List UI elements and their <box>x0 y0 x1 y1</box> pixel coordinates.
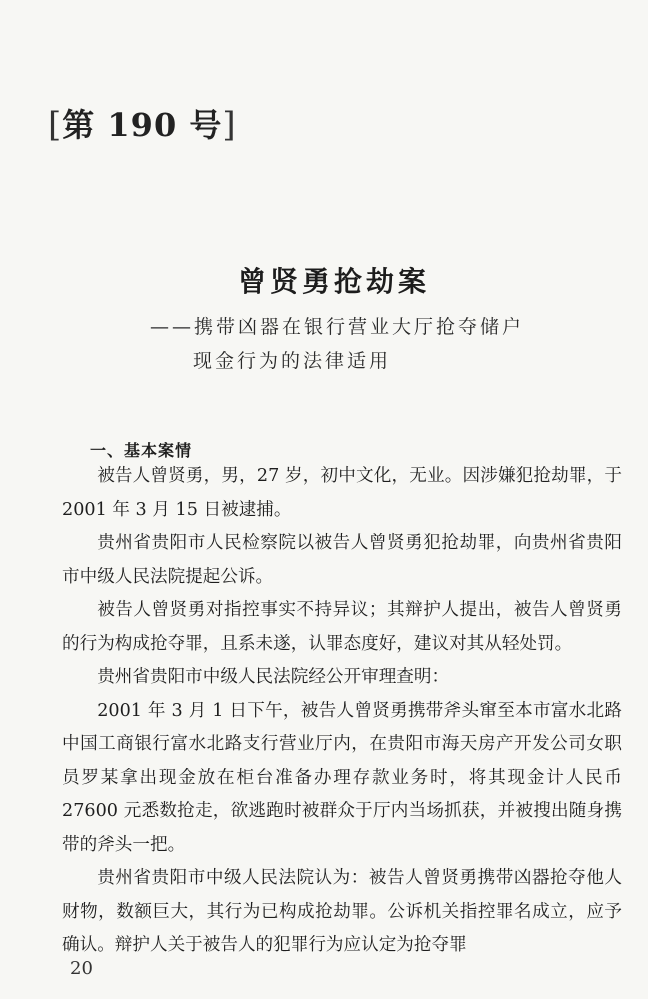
paragraph: 2001 年 3 月 1 日下午，被告人曾贤勇携带斧头窜至本市富水北路中国工商银行富水北路支行营业厅内，在贵阳市海天房产开发公司女职员罗某拿出现金放在柜台准备办理存款业务时，将其现金计人民币 27600 元悉数抢走，欲逃跑时被群众于厅内当场抓获，并被搜出随身携带的斧头一把。 <box>62 700 622 855</box>
case-title: 曾贤勇抢劫案 <box>237 265 430 298</box>
section-heading: 一、基本案情 <box>90 441 193 460</box>
paragraph: 贵州省贵阳市中级人民法院认为：被告人曾贤勇携带凶器抢夺他人财物，数额巨大，其行为已构成抢劫罪。公诉机关指控罪名成立，应予确认。辩护人关于被告人的犯罪行为应认定为抢夺罪 <box>62 868 622 955</box>
case-number <box>48 100 237 146</box>
paragraph: 贵州省贵阳市中级人民法院经公开审理查明： <box>97 667 450 687</box>
paragraph: 被告人曾贤勇，男，27 岁，初中文化，无业。因涉嫌犯抢劫罪，于 2001 年 3 月 15 日被逮捕。 <box>62 466 622 520</box>
case-number-text: 第 190 号 <box>62 106 223 144</box>
case-number-open-bracket: [ <box>48 105 63 145</box>
body-text <box>62 460 622 963</box>
paragraph: 贵州省贵阳市人民检察院以被告人曾贤勇犯抢劫罪，向贵州省贵阳市中级人民法院提起公诉。 <box>62 533 622 587</box>
subtitle-line-1: ——携带凶器在银行营业大厅抢夺储户 <box>150 316 525 338</box>
case-number-close-bracket: ] <box>222 105 237 145</box>
paragraph: 被告人曾贤勇对指控事实不持异议；其辩护人提出，被告人曾贤勇的行为构成抢夺罪，且系未遂，认罪态度好，建议对其从轻处罚。 <box>62 600 622 654</box>
subtitle-line-2: 现金行为的法律适用 <box>193 350 392 372</box>
page-number: 20 <box>70 958 93 979</box>
